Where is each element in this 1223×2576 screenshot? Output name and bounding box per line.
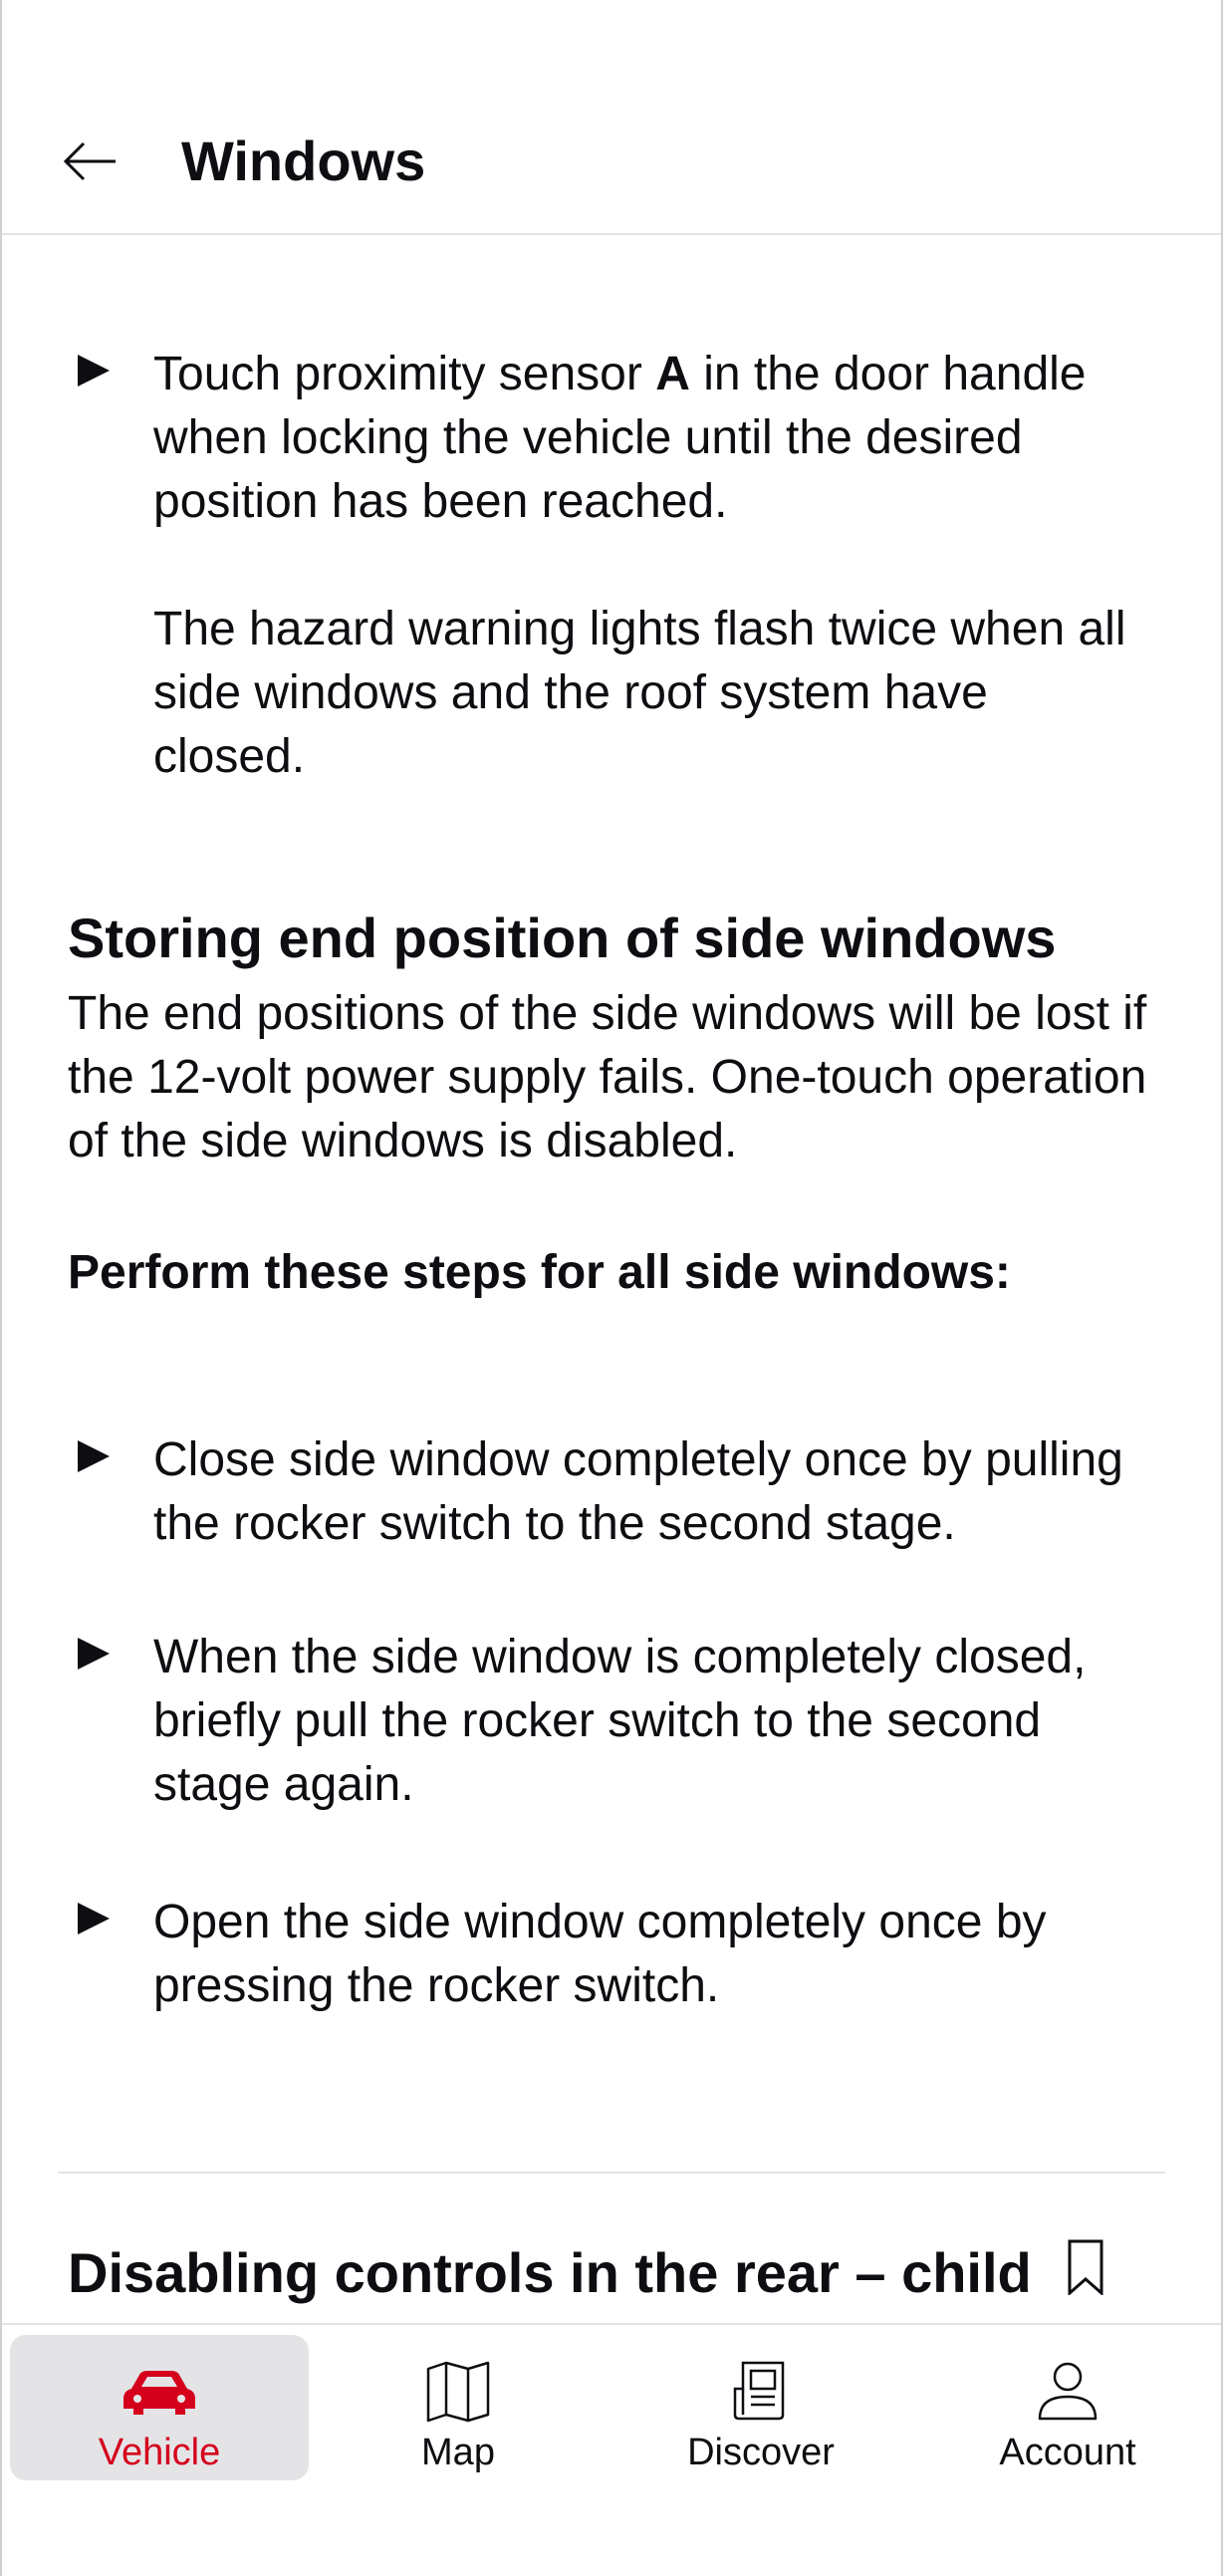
step-line: the rocker switch to the second stage. bbox=[153, 1497, 956, 1550]
step-arrow-icon bbox=[76, 1438, 112, 1474]
section-heading: Storing end position of side windows bbox=[68, 906, 1057, 969]
step-line: pressing the rocker switch. bbox=[153, 1959, 720, 2012]
nav-label: Discover bbox=[687, 2432, 835, 2473]
nav-label: Map bbox=[421, 2432, 495, 2473]
text-span: Touch proximity sensor bbox=[153, 348, 656, 400]
page-title: Windows bbox=[181, 129, 426, 192]
step-text bbox=[153, 1626, 1149, 1817]
car-icon bbox=[120, 2359, 199, 2423]
body-line: the 12-volt power supply fails. One-touch operation bbox=[68, 1051, 1147, 1104]
step-line: position has been reached. bbox=[153, 475, 728, 528]
user-icon bbox=[1028, 2359, 1107, 2423]
arrow-left-icon bbox=[62, 141, 118, 181]
step-text bbox=[153, 343, 1149, 534]
step-note bbox=[153, 598, 1149, 789]
text-span: in the door handle bbox=[689, 348, 1087, 400]
bookmark-button[interactable] bbox=[1062, 2235, 1109, 2299]
step-line: Close side window completely once by pulling bbox=[153, 1433, 1123, 1486]
steps-heading: Perform these steps for all side windows: bbox=[68, 1246, 1011, 1299]
top-app-bar bbox=[2, 0, 1221, 235]
nav-label: Account bbox=[999, 2432, 1136, 2473]
step-line: Open the side window completely once by bbox=[153, 1896, 1047, 1948]
step-text bbox=[153, 1428, 1149, 1556]
nav-tab-vehicle[interactable] bbox=[10, 2335, 309, 2480]
step-line: briefly pull the rocker switch to the second bbox=[153, 1694, 1042, 1747]
step-line bbox=[153, 343, 1149, 406]
nav-tab-discover[interactable] bbox=[612, 2335, 910, 2480]
step-arrow-icon bbox=[76, 1901, 112, 1936]
next-section-heading: Disabling controls in the rear – child bbox=[68, 2241, 1032, 2304]
map-icon bbox=[418, 2359, 498, 2423]
note-line: The hazard warning lights flash twice when all bbox=[153, 603, 1126, 655]
step-line: When the side window is completely closed, bbox=[153, 1631, 1087, 1683]
nav-label: Vehicle bbox=[98, 2432, 221, 2473]
bookmark-icon bbox=[1068, 2239, 1103, 2295]
step-line: when locking the vehicle until the desired bbox=[153, 411, 1023, 464]
step-arrow-icon bbox=[76, 1636, 112, 1672]
note-line: closed. bbox=[153, 730, 306, 783]
section-divider bbox=[58, 2172, 1165, 2174]
back-button[interactable] bbox=[58, 131, 122, 191]
news-icon bbox=[721, 2359, 801, 2423]
article-content[interactable] bbox=[2, 235, 1221, 2323]
nav-tab-map[interactable] bbox=[309, 2335, 608, 2480]
bottom-navigation bbox=[2, 2323, 1221, 2576]
note-line: side windows and the roof system have bbox=[153, 666, 988, 719]
body-line: The end positions of the side windows will be lost if bbox=[68, 987, 1147, 1040]
sensor-label: A bbox=[655, 348, 690, 400]
step-line: stage again. bbox=[153, 1758, 414, 1811]
step-text bbox=[153, 1891, 1149, 2018]
step-arrow-icon bbox=[76, 353, 112, 388]
body-line: of the side windows is disabled. bbox=[68, 1115, 738, 1167]
section-body bbox=[68, 982, 1173, 1173]
nav-tab-account[interactable] bbox=[918, 2335, 1217, 2480]
